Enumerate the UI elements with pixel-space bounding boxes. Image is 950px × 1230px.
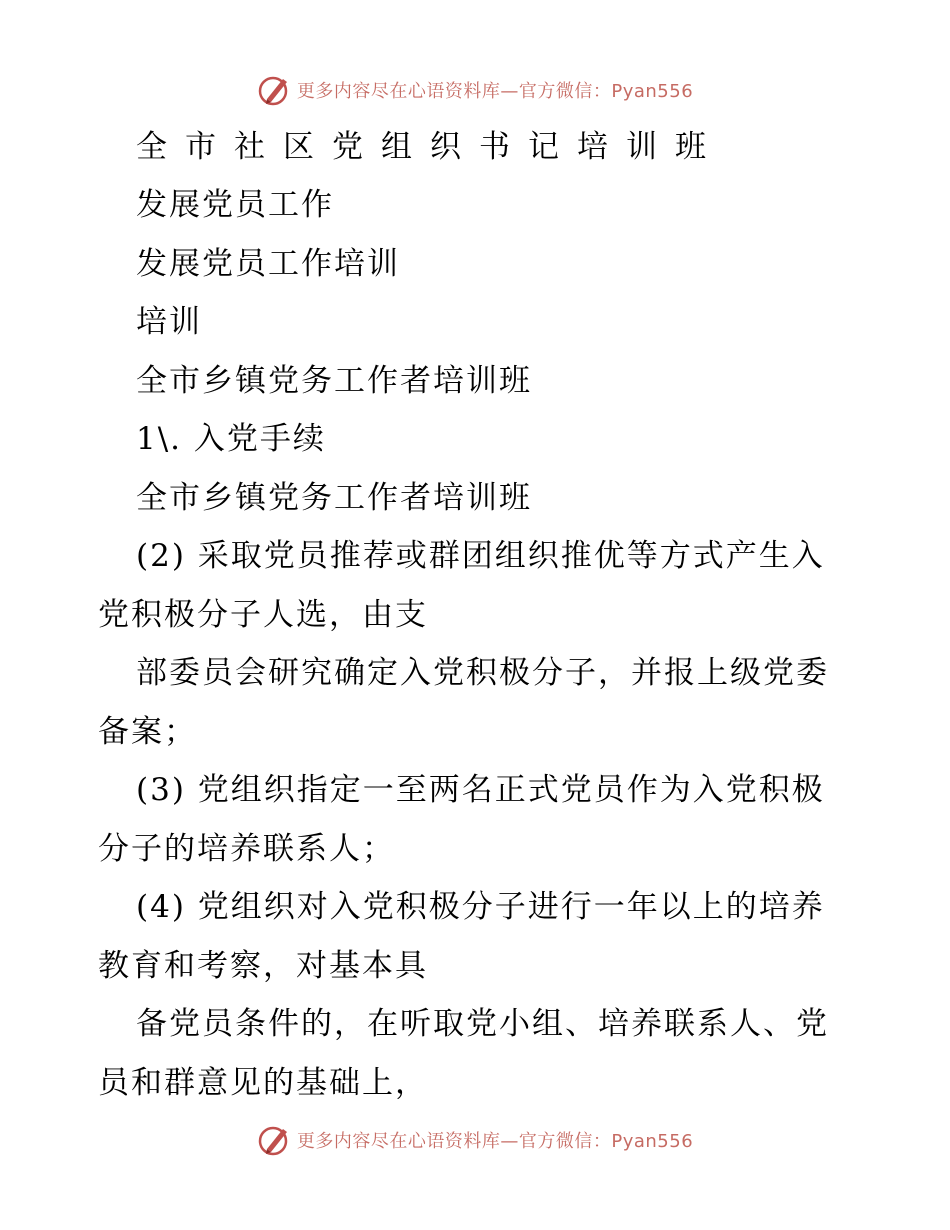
text-line: 全市乡镇党务工作者培训班: [136, 363, 532, 399]
text-line: (2) 采取党员推荐或群团组织推优等方式产生入: [136, 538, 825, 574]
watermark-text: 更多内容尽在心语资料库—官方微信：Pyan556: [296, 1131, 694, 1152]
text-line: (3) 党组织指定一至两名正式党员作为入党积极: [136, 772, 825, 808]
text-line: 分子的培养联系人；: [98, 831, 395, 867]
text-line: 教育和考察，对基本具: [98, 948, 428, 984]
footer-watermark: [0, 1120, 950, 1160]
text-line: 党积极分子人选，由支: [98, 597, 428, 633]
text-line: 培训: [136, 304, 202, 340]
text-line: 发展党员工作培训: [136, 246, 400, 282]
text-line: 备案；: [98, 714, 197, 750]
text-line: 部委员会研究确定入党积极分子，并报上级党委: [136, 655, 829, 691]
watermark-text: 更多内容尽在心语资料库—官方微信：Pyan556: [296, 81, 694, 102]
text-line: 全市乡镇党务工作者培训班: [136, 480, 532, 516]
pen-logo-icon: [257, 1123, 291, 1157]
pen-logo-icon: [257, 73, 291, 107]
text-line: 全市社区党组织书记培训班: [136, 129, 724, 165]
text-line: 发展党员工作: [136, 187, 334, 223]
text-line: (4) 党组织对入党积极分子进行一年以上的培养: [136, 889, 825, 925]
text-line: 1\. 入党手续: [136, 421, 326, 457]
header-watermark: [0, 70, 950, 110]
text-line: 员和群意见的基础上，: [98, 1065, 428, 1101]
text-line: 备党员条件的，在听取党小组、培养联系人、党: [136, 1006, 829, 1042]
